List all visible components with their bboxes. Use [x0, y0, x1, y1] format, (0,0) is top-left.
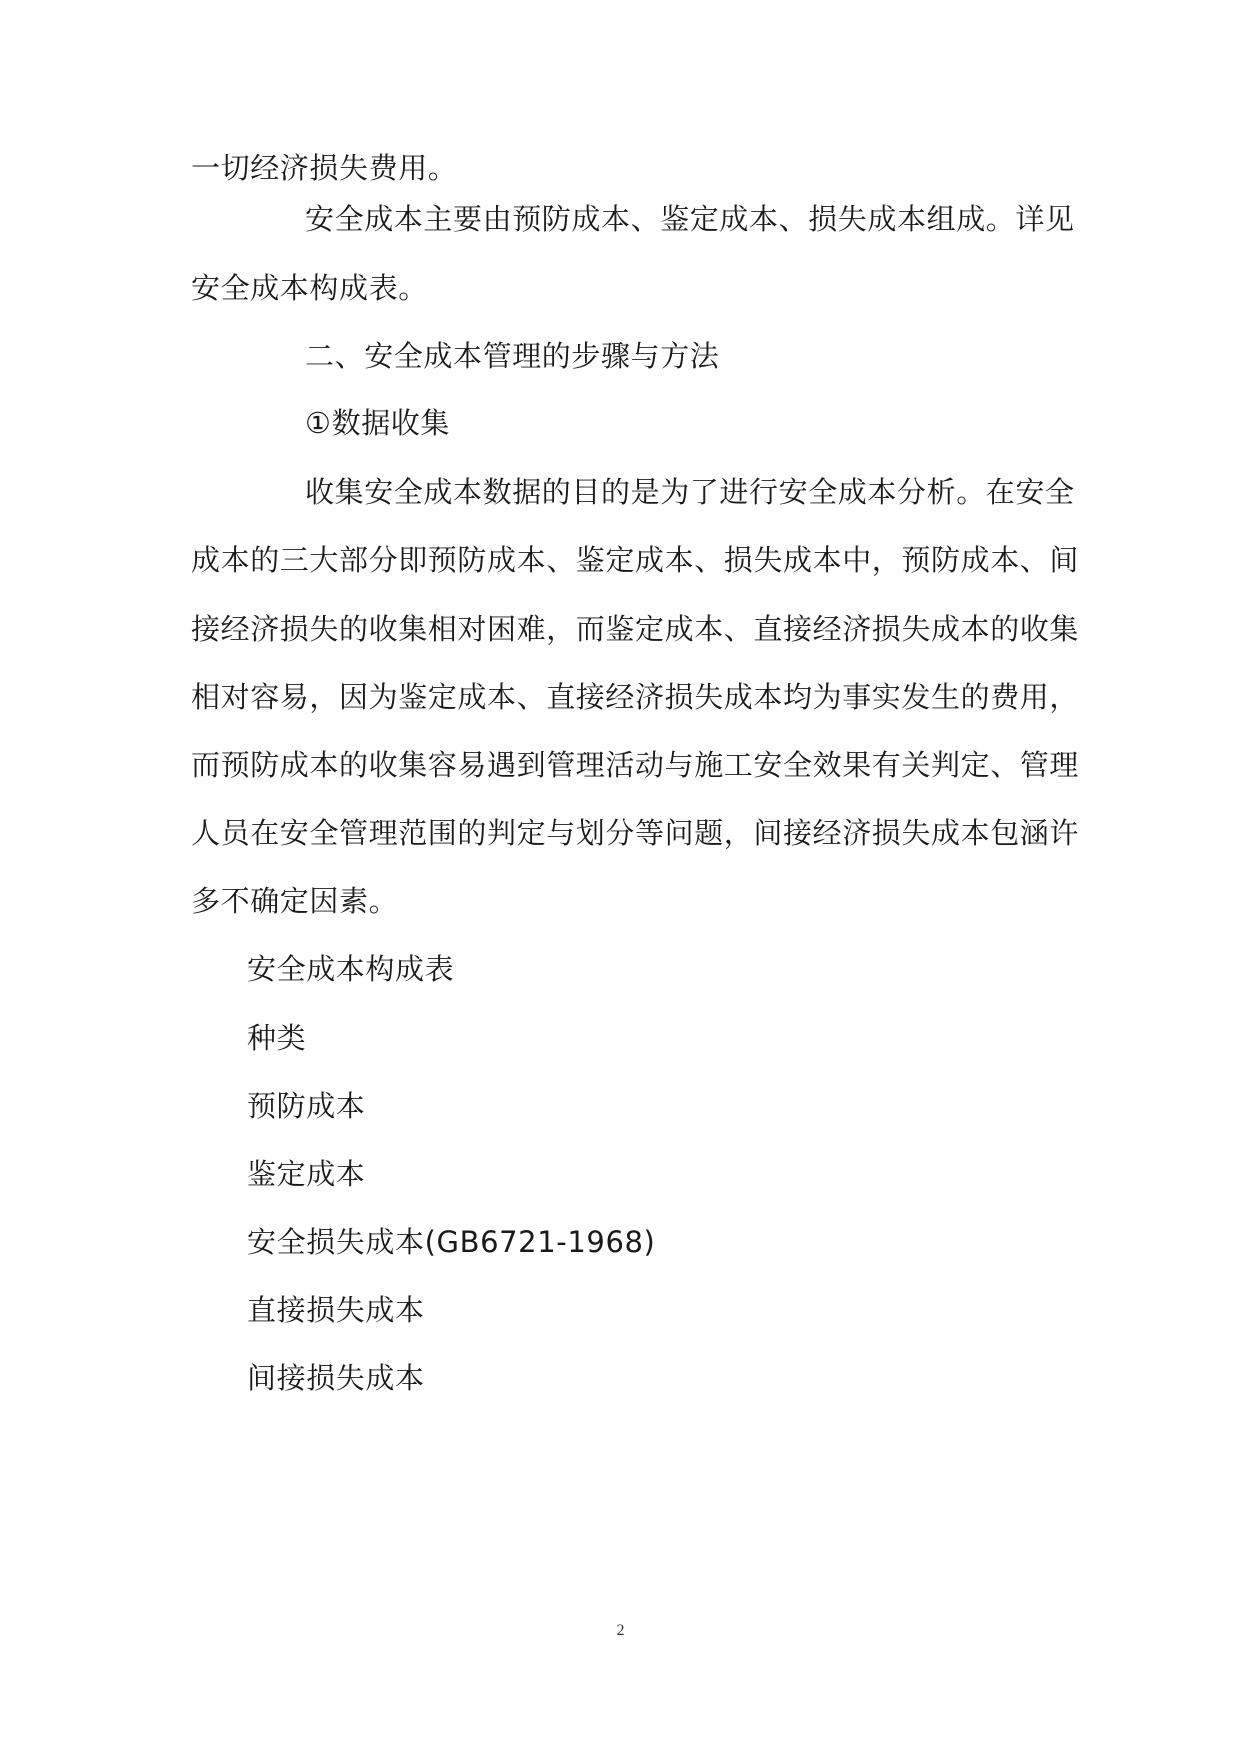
- paragraph-line: 安全成本主要由预防成本、鉴定成本、损失成本组成。详见: [305, 202, 1075, 236]
- table-item: 预防成本: [247, 1089, 366, 1123]
- page-number: 2: [616, 1622, 625, 1639]
- paragraph-line: 人员在安全管理范围的判定与划分等问题，间接经济损失成本包涵许: [191, 816, 1080, 850]
- table-item: 直接损失成本: [247, 1293, 425, 1327]
- table-item: 间接损失成本: [247, 1361, 425, 1395]
- section-heading: 二、安全成本管理的步骤与方法: [305, 339, 720, 373]
- table-title: 安全成本构成表: [247, 952, 455, 986]
- paragraph-line: 成本的三大部分即预防成本、鉴定成本、损失成本中，预防成本、间: [191, 543, 1080, 577]
- paragraph-line: 而预防成本的收集容易遇到管理活动与施工安全效果有关判定、管理: [191, 748, 1080, 782]
- table-item: 安全损失成本(GB6721-1968): [247, 1225, 656, 1259]
- paragraph-line: 安全成本构成表。: [191, 271, 428, 305]
- table-item: 鉴定成本: [247, 1157, 366, 1191]
- paragraph-line: 收集安全成本数据的目的是为了进行安全成本分析。在安全: [305, 475, 1075, 509]
- paragraph-line: 多不确定因素。: [191, 884, 399, 918]
- paragraph-line: 接经济损失的收集相对困难，而鉴定成本、直接经济损失成本的收集: [191, 612, 1080, 646]
- paragraph-line: 一切经济损失费用。: [191, 151, 458, 185]
- subsection-heading: ①数据收集: [305, 406, 450, 440]
- table-item: 种类: [247, 1021, 307, 1055]
- paragraph-line: 相对容易，因为鉴定成本、直接经济损失成本均为事实发生的费用，: [191, 680, 1080, 714]
